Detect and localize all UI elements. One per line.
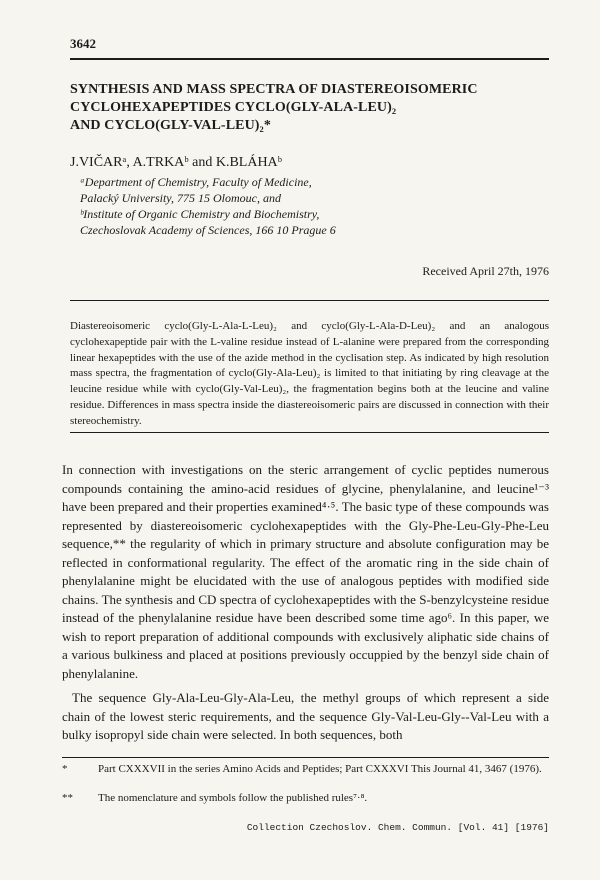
footnote-1-mark: * (62, 763, 68, 775)
paper-title (70, 81, 549, 135)
title-line-1: SYNTHESIS AND MASS SPECTRA OF DIASTEREOISOMERIC (70, 82, 478, 97)
affiliation-line-4: Czechoslovak Academy of Sciences, 166 10 Prague 6 (80, 223, 336, 237)
affiliation-line-3: ᵇInstitute of Organic Chemistry and Biochemistry, (80, 207, 320, 221)
abstract-top-rule (70, 300, 549, 301)
journal-footer: Collection Czechoslov. Chem. Commun. [Vol. 41] [1976] (246, 822, 549, 833)
body-paragraph-2: The sequence Gly-Ala-Leu-Gly-Ala-Leu, the methyl groups of which represent a side chain of the lowest steric requirements, and the sequence Gly-Val-Leu-Gly--Val-Leu with a bulky isopropyl side chain were selected. In both sequences, both (62, 690, 549, 742)
footnote-1-text: Part CXXXVII in the series Amino Acids and Peptides; Part CXXXVI This Journal 41, 3467 (1976). (98, 763, 542, 775)
received-date: Received April 27th, 1976 (422, 264, 549, 278)
affiliation-line-1: ᵃDepartment of Chemistry, Faculty of Medicine, (80, 175, 312, 189)
abstract-bottom-rule (70, 432, 549, 433)
abstract: Diastereoisomeric cyclo(Gly-L-Ala-L-Leu)₂ and cyclo(Gly-L-Ala-D-Leu)₂ and an analogous cyclohexapeptide pair with the L-valine residue instead of L-alanine were prepared from the corresponding linear hexapeptides with the use of the azide method in the cyclisation step. As indicated by high resolution mass spectra, the fragmentation of cyclo(Gly-Ala-Leu)₂ is limited to that initiating by ring cleavage at the leucine residue while with cyclo(Gly-Val-Leu)₂, the fragmentation begins both at the leucine and valine residue. Differences in mass spectra inside the diastereoisomeric pairs are discussed in connection with their stereochemistry. (70, 320, 549, 427)
footnote-2-mark: ** (62, 792, 73, 804)
title-line-3: AND CYCLO(GLY-VAL-LEU)₂* (70, 118, 271, 133)
author-list: J.VIČARᵃ, A.TRKAᵇ and K.BLÁHAᵇ (70, 155, 282, 170)
footnote-rule (62, 757, 549, 758)
title-line-2: CYCLOHEXAPEPTIDES CYCLO(GLY-ALA-LEU)₂ (70, 100, 397, 115)
body-paragraph-1: In connection with investigations on the steric arrangement of cyclic peptides numerous compounds containing the amino-acid residues of glycine, phenylalanine, and leucine¹⁻³ have been prepared and their properties examined⁴·⁵. The basic type of these compounds was represented by diastereoisomeric cyclohexapeptides with the Gly-Phe-Leu-Gly-Phe-Leu sequence,** the regularity of which in primary structure and absolute configuration may be reflected in conformational regularity. The effect of the aromatic ring in the side chain of phenylalanine might be elucidated with the use of analogous peptides with modified side chains. The synthesis and CD spectra of cyclohexapeptides with the S-benzylcysteine residue instead of the phenylalanine residue have been described some time ago⁶. In this paper, we wish to report preparation of additional compounds with exclusively aliphatic side chains of a various bulkiness and placed at positions previously occuppied by the benzyl side chain of phenylalanine. (62, 462, 549, 681)
page-number: 3642 (70, 36, 96, 51)
affiliation-line-2: Palacký University, 775 15 Olomouc, and (80, 191, 281, 205)
header-rule (70, 58, 549, 60)
footnote-2 (62, 791, 549, 805)
affiliations (80, 174, 336, 238)
footnote-1 (62, 762, 549, 776)
footnote-2-text: The nomenclature and symbols follow the published rules⁷·⁸. (98, 792, 368, 804)
